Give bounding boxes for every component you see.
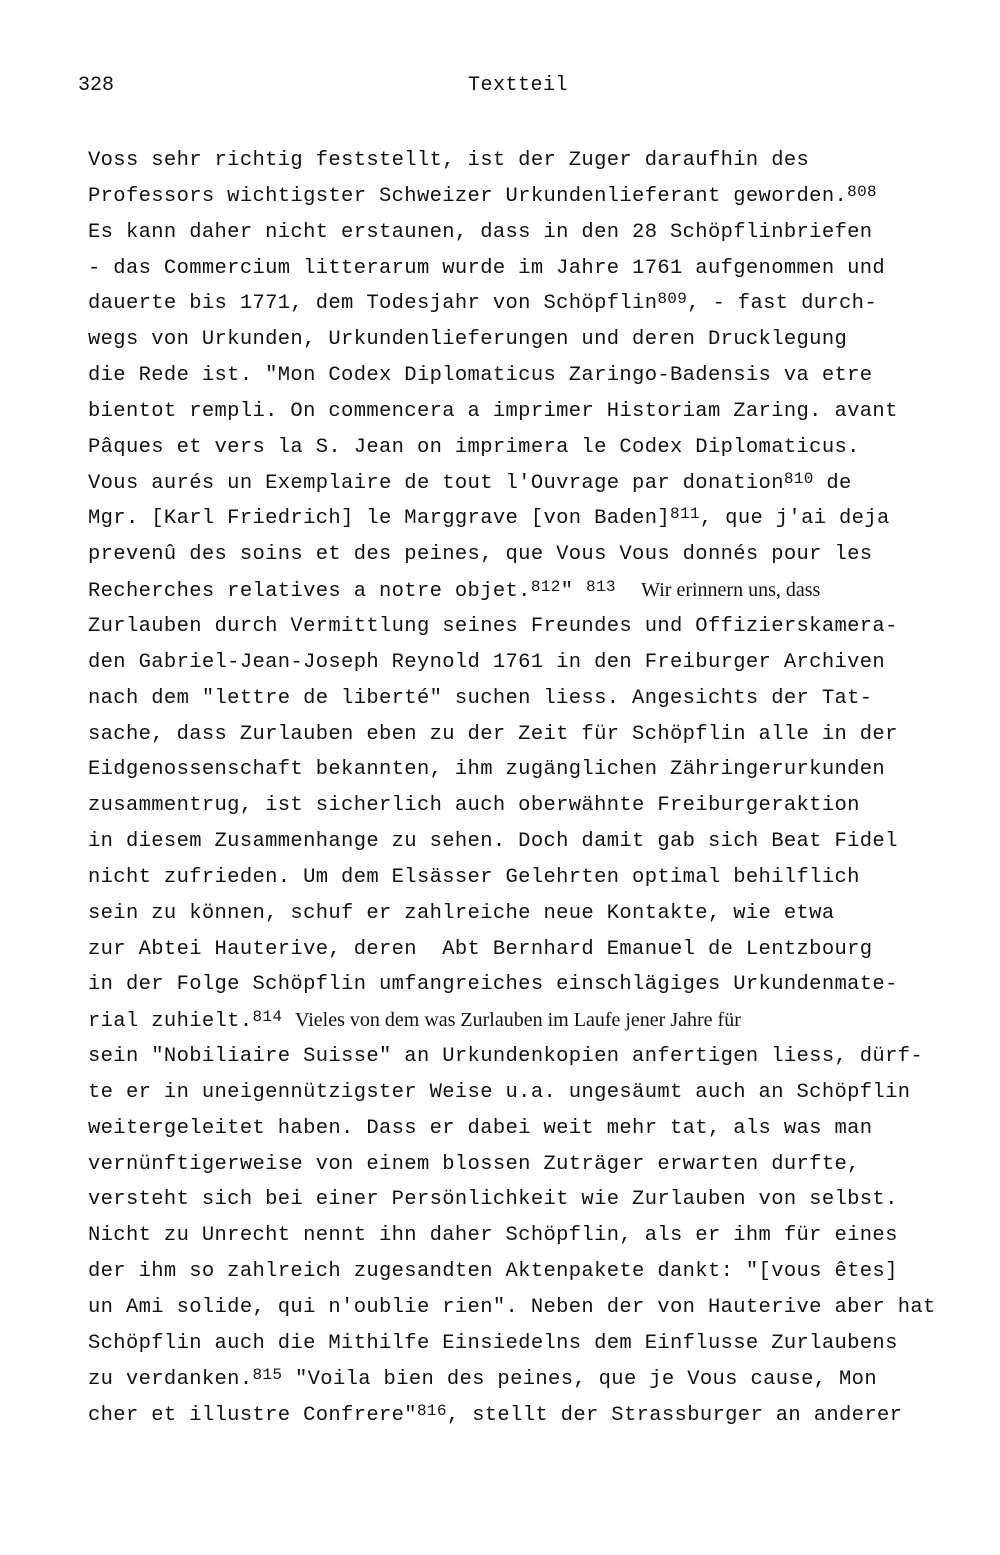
footnote-marker: 812	[530, 578, 561, 597]
text-segment: der ihm so zahlreich zugesandten Aktenpakete dankt: "[vous êtes]	[88, 1260, 898, 1284]
text-segment: Zurlauben durch Vermittlung seines Freundes und Offizierskamera-	[88, 614, 898, 638]
text-line	[88, 1039, 993, 1075]
text-segment: Wir erinnern uns, dass	[641, 579, 821, 602]
text-segment: , que j'ai deja	[699, 507, 890, 531]
text-segment: Es kann daher nicht erstaunen, dass in den 28 Schöpflinbriefen	[88, 220, 873, 244]
text-line	[88, 394, 993, 430]
text-segment: rial zuhielt.	[88, 1010, 253, 1034]
text-segment: un Ami solide, qui n'oublie rien". Neben der von Hauterive aber hat	[88, 1296, 936, 1319]
text-line	[88, 143, 993, 179]
text-segment: Vieles von dem was Zurlauben im Laufe jener Jahre für	[295, 1009, 741, 1032]
text-segment: te er in uneigennützigster Weise u.a. ungesäumt auch an Schöpflin	[88, 1080, 911, 1104]
footnote-marker: 810	[783, 469, 814, 488]
footnote-marker: 815	[252, 1365, 283, 1384]
text-segment: "Voila bien des peines, que je Vous cause, Mon	[282, 1367, 877, 1391]
footnote-marker: 814	[252, 1008, 283, 1027]
text-segment: in diesem Zusammenhange zu sehen. Doch damit gab sich Beat Fidel	[88, 830, 898, 854]
text-line	[88, 645, 993, 681]
text-line	[88, 1111, 993, 1147]
text-segment	[616, 580, 641, 603]
running-title: Textteil	[468, 74, 569, 97]
text-line	[88, 896, 993, 932]
footnote-marker: 809	[657, 290, 688, 309]
footnote-marker: 808	[847, 182, 877, 201]
text-line	[88, 286, 993, 322]
text-segment: prevenû des soins et des peines, que Vous Vous donnés pour les	[88, 543, 873, 567]
footnote-marker: 816	[416, 1401, 447, 1420]
footnote-marker: 813	[586, 578, 616, 597]
text-line	[88, 251, 993, 287]
text-segment: de	[813, 471, 852, 495]
text-segment: zusammentrug, ist sicherlich auch oberwähnte Freiburgeraktion	[88, 794, 860, 818]
text-segment: wegs von Urkunden, Urkundenlieferungen und deren Drucklegung	[88, 328, 848, 352]
text-segment: nicht zufrieden. Um dem Elsässer Gelehrten optimal behilflich	[88, 865, 860, 889]
text-segment: , - fast durch-	[687, 292, 877, 316]
text-line	[88, 1003, 993, 1039]
text-line	[88, 717, 993, 753]
text-line	[88, 215, 993, 251]
text-segment: sache, dass Zurlauben eben zu der Zeit für Schöpflin alle in der	[88, 722, 898, 746]
text-segment: dauerte bis 1771, dem Todesjahr von Schöpflin	[88, 292, 658, 316]
text-segment: nach dem "lettre de liberté" suchen liess. Angesichts der Tat-	[88, 686, 873, 710]
text-line	[88, 1398, 993, 1434]
text-segment: sein "Nobiliaire Suisse" an Urkundenkopien anfertigen liess, dürf-	[88, 1045, 924, 1069]
text-segment: Professors wichtigster Schweizer Urkundenlieferant geworden.	[88, 184, 848, 208]
page-number: 328	[78, 74, 115, 97]
text-segment: Nicht zu Unrecht nennt ihn daher Schöpflin, als er ihm für eines	[88, 1224, 898, 1248]
text-line	[88, 932, 993, 968]
text-line	[88, 752, 993, 788]
text-segment: bientot rempli. On commencera a imprimer Historiam Zaring. avant	[88, 399, 898, 423]
text-line	[88, 860, 993, 896]
text-segment: den Gabriel-Jean-Joseph Reynold 1761 in den Freiburger Archiven	[88, 650, 886, 674]
text-segment	[282, 1010, 295, 1033]
text-segment: , stellt der Strassburger an anderer	[446, 1403, 903, 1427]
footnote-marker: 811	[670, 505, 700, 524]
text-segment: Recherches relatives a notre objet.	[88, 580, 531, 604]
text-segment: zu verdanken.	[88, 1367, 253, 1391]
text-line	[88, 1147, 993, 1183]
text-segment: die Rede ist. "Mon Codex Diplomaticus Zaringo-Badensis va etre	[88, 364, 873, 388]
page-header	[78, 74, 958, 104]
text-segment: in der Folge Schöpflin umfangreiches einschlägiges Urkundenmate-	[88, 973, 898, 997]
text-segment: Eidgenossenschaft bekannten, ihm zugänglichen Zähringerurkunden	[88, 758, 886, 782]
text-segment: Schöpflin auch die Mithilfe Einsiedelns dem Einflusse Zurlaubens	[88, 1331, 898, 1355]
text-line	[88, 537, 993, 573]
text-segment: Voss sehr richtig feststellt, ist der Zuger daraufhin des	[88, 149, 810, 172]
text-segment: sein zu können, schuf er zahlreiche neue Kontakte, wie etwa	[88, 901, 835, 925]
text-segment: Vous aurés un Exemplaire de tout l'Ouvrage par donation	[88, 471, 784, 495]
text-line	[88, 824, 993, 860]
text-line	[88, 466, 993, 502]
text-segment: - das Commercium litterarum wurde im Jahre 1761 aufgenommen und	[88, 256, 886, 280]
text-line	[88, 1182, 993, 1218]
text-line	[88, 1075, 993, 1111]
text-segment: weitergeleitet haben. Dass er dabei weit mehr tat, als was man	[88, 1116, 873, 1140]
text-segment: cher et illustre Confrere"	[88, 1403, 417, 1427]
text-line	[88, 1254, 993, 1290]
text-segment: Mgr. [Karl Friedrich] le Marggrave [von Baden]	[88, 507, 670, 531]
text-line	[88, 501, 993, 537]
text-line	[88, 430, 993, 466]
text-line	[88, 1362, 993, 1398]
text-line	[88, 681, 993, 717]
text-line	[88, 1290, 993, 1326]
text-segment: vernünftigerweise von einem blossen Zuträger erwarten durfte,	[88, 1152, 860, 1176]
text-segment: zur Abtei Hauterive, deren Abt Bernhard Emanuel de Lentzbourg	[88, 937, 873, 961]
text-segment: Pâques et vers la S. Jean on imprimera le Codex Diplomaticus.	[88, 435, 860, 459]
text-line	[88, 967, 993, 1003]
text-segment: "	[560, 580, 586, 604]
body-text	[88, 143, 993, 1433]
text-line	[88, 1326, 993, 1362]
text-line	[88, 573, 993, 609]
text-line	[88, 179, 993, 215]
text-segment: versteht sich bei einer Persönlichkeit wie Zurlauben von selbst.	[88, 1188, 898, 1212]
text-line	[88, 609, 993, 645]
text-line	[88, 358, 993, 394]
text-line	[88, 1218, 993, 1254]
text-line	[88, 322, 993, 358]
text-line	[88, 788, 993, 824]
